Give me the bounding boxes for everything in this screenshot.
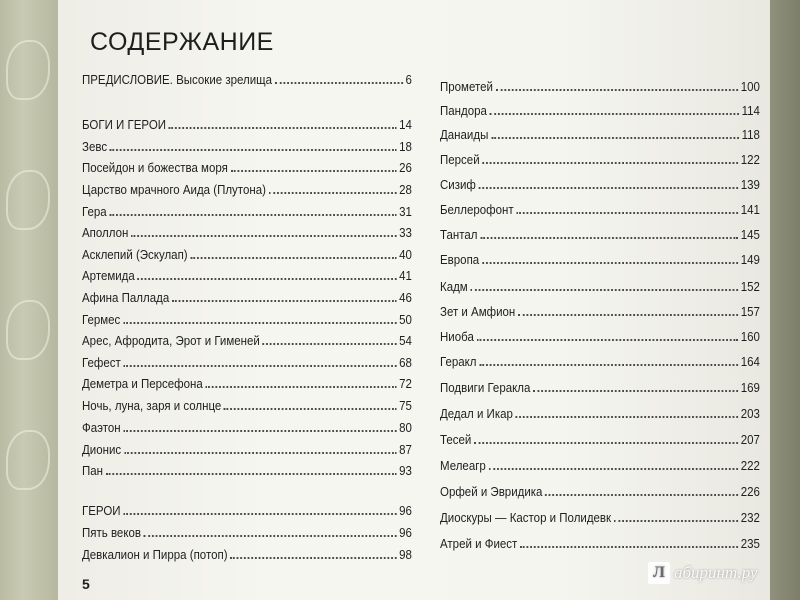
toc-entry-title: Посейдон и божества моря (82, 161, 228, 175)
toc-entry (440, 327, 760, 345)
ornament-shape (6, 170, 50, 230)
toc-entry (82, 353, 412, 371)
toc-entry-title: Тантал (440, 228, 478, 242)
toc-entry-title: Европа (440, 253, 480, 267)
toc-entry-page: 75 (399, 399, 412, 413)
toc-entry-title: Артемида (82, 269, 135, 283)
toc-entry-title: Ночь, луна, заря и солнце (82, 399, 222, 413)
toc-entry-title: Мелеагр (440, 459, 486, 473)
toc-entry-page: 31 (399, 205, 412, 219)
dot-leader (123, 322, 396, 324)
dot-leader (144, 535, 397, 537)
toc-entry-page: 149 (740, 253, 760, 267)
toc-entry-page: 72 (399, 377, 412, 391)
toc-entry-title: Аполлон (82, 226, 129, 240)
toc-entry-title: Тесей (440, 433, 472, 447)
dot-leader (533, 390, 738, 392)
dot-leader (479, 187, 738, 189)
toc-entry (82, 115, 412, 133)
toc-entry (82, 245, 412, 263)
dot-leader (545, 494, 738, 496)
toc-entry-page: 100 (740, 80, 760, 94)
ornament-shape (6, 300, 50, 360)
toc-entry (440, 456, 760, 474)
dot-leader (224, 408, 396, 410)
dot-leader (231, 170, 397, 172)
toc-entry-title: Пять веков (82, 526, 141, 540)
toc-entry (82, 158, 412, 176)
dot-leader (190, 257, 396, 259)
dot-leader (520, 546, 738, 548)
book-page (58, 0, 773, 600)
dot-leader (496, 89, 738, 91)
toc-entry (82, 70, 412, 88)
toc-entry-title: Данаиды (440, 128, 489, 142)
toc-entry (440, 175, 760, 193)
dot-leader (480, 237, 738, 239)
dot-leader (206, 386, 397, 388)
toc-entry-page: 87 (399, 443, 412, 457)
left-page-edge (0, 0, 58, 600)
dot-leader (474, 442, 738, 444)
toc-entry (82, 501, 412, 519)
toc-entry-page: 68 (399, 356, 412, 370)
toc-entry (440, 77, 760, 95)
toc-entry (82, 545, 412, 563)
toc-entry (440, 378, 760, 396)
toc-entry (82, 461, 412, 479)
dot-leader (490, 113, 739, 115)
dot-leader (123, 513, 396, 515)
toc-entry-page: 96 (399, 504, 412, 518)
toc-entry-title: Царство мрачного Аида (Плутона) (82, 183, 266, 197)
toc-entry-page: 14 (399, 118, 412, 132)
toc-entry (440, 430, 760, 448)
toc-entry-page: 50 (399, 313, 412, 327)
toc-entry-page: 222 (740, 459, 760, 473)
toc-entry-title: ГЕРОИ (82, 504, 121, 518)
dot-leader (169, 127, 396, 129)
dot-leader (477, 339, 738, 341)
page-title: СОДЕРЖАНИЕ (90, 28, 274, 56)
toc-entry (82, 310, 412, 328)
dot-leader (110, 149, 396, 151)
toc-entry-page: 93 (399, 464, 412, 478)
toc-entry-page: 207 (740, 433, 760, 447)
toc-entry-page: 26 (399, 161, 412, 175)
toc-entry (82, 288, 412, 306)
toc-entry (82, 137, 412, 155)
dot-leader (124, 365, 397, 367)
toc-entry-page: 226 (740, 485, 760, 499)
toc-entry-title: Орфей и Эвридика (440, 485, 543, 499)
watermark-logo (648, 562, 758, 584)
toc-entry-page: 54 (399, 334, 412, 348)
toc-entry-title: Атрей и Фиест (440, 537, 518, 551)
toc-entry-title: Кадм (440, 280, 468, 294)
toc-entry (82, 418, 412, 436)
toc-entry-page: 80 (399, 421, 412, 435)
dot-leader (516, 416, 738, 418)
toc-entry (82, 223, 412, 241)
toc-entry-page: 6 (405, 73, 412, 87)
toc-entry-title: Беллерофонт (440, 203, 514, 217)
toc-entry-page: 169 (740, 381, 760, 395)
toc-entry (440, 101, 760, 119)
toc-entry-title: Прометей (440, 80, 493, 94)
toc-entry-title: Гера (82, 205, 107, 219)
toc-entry-page: 203 (740, 407, 760, 421)
toc-entry-title: Арес, Афродита, Эрот и Гименей (82, 334, 260, 348)
toc-entry-title: Сизиф (440, 178, 476, 192)
toc-entry-title: Диоскуры — Кастор и Полидевк (440, 511, 612, 525)
toc-entry (440, 482, 760, 500)
toc-entry (82, 266, 412, 284)
toc-entry-title: Асклепий (Эскулап) (82, 248, 188, 262)
toc-entry-title: Зевс (82, 140, 108, 154)
toc-entry (440, 150, 760, 168)
toc-entry (440, 352, 760, 370)
toc-entry-title: Афина Паллада (82, 291, 170, 305)
toc-entry-title: Подвиги Геракла (440, 381, 531, 395)
dot-leader (275, 82, 403, 84)
toc-entry (440, 125, 760, 143)
dot-leader (518, 314, 738, 316)
dot-leader (614, 520, 738, 522)
page-number: 5 (82, 576, 90, 592)
toc-entry-title: Дедал и Икар (440, 407, 513, 421)
toc-entry (82, 331, 412, 349)
dot-leader (109, 214, 396, 216)
toc-entry-title: Фаэтон (82, 421, 121, 435)
dot-leader (269, 192, 397, 194)
toc-entry (440, 277, 760, 295)
toc-entry (440, 200, 760, 218)
toc-entry-title: Зет и Амфион (440, 305, 516, 319)
dot-leader (489, 468, 738, 470)
toc-entry-title: Гефест (82, 356, 121, 370)
dot-leader (470, 289, 738, 291)
toc-entry (82, 523, 412, 541)
toc-entry (82, 180, 412, 198)
dot-leader (482, 162, 738, 164)
toc-entry (440, 508, 760, 526)
dot-leader (491, 137, 739, 139)
toc-entry-page: 96 (399, 526, 412, 540)
dot-leader (482, 262, 738, 264)
toc-entry-page: 114 (741, 104, 760, 118)
toc-entry-page: 33 (399, 226, 412, 240)
toc-entry-page: 46 (399, 291, 412, 305)
toc-entry-title: Персей (440, 153, 480, 167)
toc-entry (440, 404, 760, 422)
toc-entry-page: 18 (399, 140, 412, 154)
toc-entry-title: БОГИ И ГЕРОИ (82, 118, 167, 132)
toc-entry (82, 440, 412, 458)
toc-entry-title: Гермес (82, 313, 121, 327)
dot-leader (131, 235, 396, 237)
toc-entry-title: Деметра и Персефона (82, 377, 203, 391)
toc-entry-page: 28 (399, 183, 412, 197)
toc-entry-page: 139 (740, 178, 760, 192)
toc-entry (440, 302, 760, 320)
toc-entry-page: 118 (741, 128, 760, 142)
dot-leader (124, 452, 396, 454)
toc-entry-title: Геракл (440, 355, 477, 369)
toc-entry-page: 122 (740, 153, 760, 167)
dot-leader (479, 364, 738, 366)
toc-entry-page: 232 (740, 511, 760, 525)
toc-entry-page: 145 (740, 228, 760, 242)
toc-entry-page: 141 (740, 203, 760, 217)
ornament-shape (6, 430, 50, 490)
toc-entry-page: 40 (399, 248, 412, 262)
ornament-shape (6, 40, 50, 100)
toc-entry-page: 152 (740, 280, 760, 294)
toc-entry-title: Пандора (440, 104, 487, 118)
toc-entry-page: 160 (740, 330, 760, 344)
toc-entry (82, 396, 412, 414)
dot-leader (123, 430, 396, 432)
toc-entry (440, 534, 760, 552)
toc-entry (82, 202, 412, 220)
toc-entry-page: 98 (399, 548, 412, 562)
watermark-logo-letter: Л (648, 562, 670, 584)
right-page-edge (770, 0, 800, 600)
toc-entry (440, 225, 760, 243)
watermark-text: абиринт.ру (674, 563, 758, 582)
toc-entry (440, 250, 760, 268)
toc-entry-page: 164 (740, 355, 760, 369)
toc-entry-page: 157 (740, 305, 760, 319)
dot-leader (230, 557, 396, 559)
dot-leader (106, 473, 397, 475)
toc-entry (82, 374, 412, 392)
toc-entry-page: 235 (740, 537, 760, 551)
dot-leader (138, 278, 397, 280)
dot-leader (172, 300, 396, 302)
toc-entry-title: Пан (82, 464, 104, 478)
toc-entry-title: ПРЕДИСЛОВИЕ. Высокие зрелища (82, 73, 273, 87)
toc-entry-title: Девкалион и Пирра (потоп) (82, 548, 228, 562)
dot-leader (516, 212, 738, 214)
toc-entry-page: 41 (399, 269, 412, 283)
toc-entry-title: Ниоба (440, 330, 474, 344)
dot-leader (263, 343, 397, 345)
toc-entry-title: Дионис (82, 443, 122, 457)
